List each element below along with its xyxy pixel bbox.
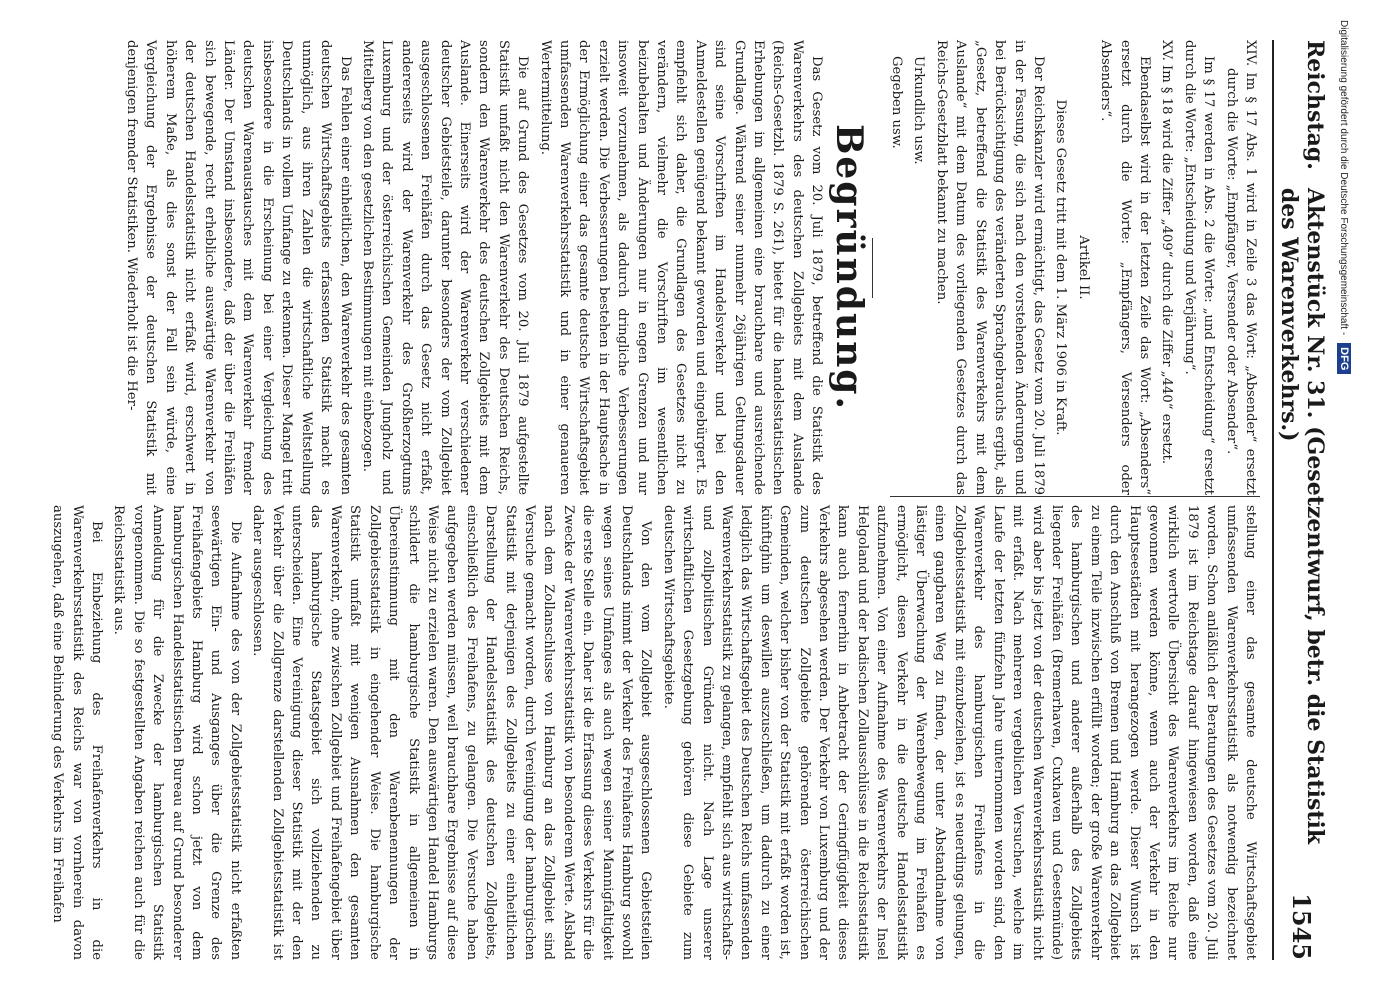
right-column (50, 505, 1260, 960)
paragraph: Die Aufnahme des von der Zollgebietsstatistik nicht erfaßten seewärtigen Ein- und Ausganges über die Grenze des Freihafengebiets Hamburg wird schon jetzt von dem hamburgischen Handelsstatistischen Bureau auf Grund besonderer Anmeldung für die Zwecke der hamburgischen Statistik vorgenommen. Die so festgestellten Angaben reichen auch für die Reichsstatistik aus. (111, 505, 243, 960)
digitization-credit (1333, 20, 1355, 980)
document-page (50, 20, 1330, 980)
artikel-heading: Artikel II. (1075, 235, 1091, 300)
paragraph: XV. Im § 18 wird die Ziffer „409“ durch die Ziffer „440“ ersetzt. (1159, 40, 1175, 465)
page-number: 1545 (1287, 893, 1317, 960)
column-rule (890, 496, 1260, 497)
paragraph: Die auf Grund des Gesetzes vom 20. Juli 1879 aufgestellte Statistik umfaßt nicht den Warenverkehr des Deutschen Reichs, sondern den Warenverkehr des deutschen Zollgebiets mit dem Auslande. Einerseits wird der Warenverkehr verschiedener deutscher Gebietsteile, darunter besonders der vom Zollgebiet ausgeschlossenen Freihäfen durch das Gesetz nicht erfaßt, andererseits wird der Warenverkehr des Großherzogtums Luxemburg und der österreichischen Gemeinden Jungholz und Mittelberg von den gesetzlichen Bestimmungen mit einbezogen. (359, 40, 531, 495)
paragraph: stellung einer das gesamte deutsche Wirtschaftsgebiet umfassenden Warenverkehrsstatistik als notwendig bezeichnet worden. Schon anläßlich der Beratungen des Gesetzes vom 20. Juli 1879 ist im Reichstage darauf hingewiesen worden, daß eine wirklich wertvolle Übersicht des Warenverkehrs im Reiche nur gewonnen werden könne, wenn auch der Verkehr in den Hauptseestädten mit herangezogen werde. Dieser Wunsch ist durch den Anschluß von Bremen und Hamburg an das Zollgebiet zu einem Teile inzwischen erfüllt worden; der große Warenverkehr des hamburgischen und anderer außerhalb des Zollgebiets liegender Freihäfen (Bremerhaven, Cuxhaven und Geestemünde) wird aber bis jetzt von der deutschen Warenverkehrsstatistik nicht mit erfaßt. Nach mehreren vergeblichen Versuchen, welche im Laufe der letzten fünfzehn Jahre unternommen worden sind, den Warenverkehr des hamburgischen Freihafens in die Zollgebietsstatistik mit einzubeziehen, ist es neuerdings gelungen, einen gangbaren Weg zu finden, der unter Abstandnahme von lästiger Überwachung der Warenbewegung im Freihafen es ermöglicht, diesen Verkehr in die deutsche Handelsstatistik aufzunehmen. Von einer Aufnahme des Warenverkehrs der Insel Helgoland und der badischen Zollausschlüsse in die Reichsstatistik kann auch fernerhin in Anbetracht der Geringfügigkeit dieses Verkehrs abgesehen werden. Der Verkehr von Luxemburg und der zum deutschen Zollgebiete gehörenden österreichischen Gemeinden, welcher bisher von der Statistik mit erfaßt worden ist, künftighin um deswillen auszuschließen, um dadurch zu einer lediglich das Wirtschaftsgebiet des Deutschen Reichs umfassenden Warenverkehrsstatistik zu gelangen, empfiehlt sich aus wirtschafts- und zollpolitischen Gründen nicht. Nach Lage unserer wirtschaftlichen Gesetzgebung gehören diese Gebiete zum deutschen Wirtschaftsgebiete. (660, 505, 1258, 960)
header-title: Aktenstück Nr. 31. (Gesetzentwurf, betr. die Statistik des Warenverkehrs.) (1276, 187, 1328, 845)
header-left: Reichstag. (1302, 40, 1328, 170)
paragraph: Im § 17 werden in Abs. 2 die Worte: „und Entscheidung“ ersetzt durch die Worte: „Entscheidung und Verjährung“. (1181, 40, 1217, 495)
paragraph: Dieses Gesetz tritt mit dem 1. März 1906 in Kraft. (1053, 99, 1069, 436)
divider (872, 238, 873, 298)
paragraph: Ebendaselbst wird in der letzten Zeile das Wort: „Absenders“ ersetzt durch die Worte: „Empfängers, Versenders oder Absenders“. (1098, 40, 1152, 495)
paragraph: Der Reichskanzler wird ermächtigt, das Gesetz vom 20. Juli 1879 in der Fassung, die sich nach den vorstehenden Änderungen und bei Berücksichtigung des veränderten Sprachgebrauchs ergibt, als „Gesetz, betreffend die Statistik des Warenverkehrs mit dem Auslande“ mit dem Datum des vorliegenden Gesetzes durch das Reichs-Gesetzblatt bekannt zu machen. (933, 40, 1046, 495)
page-header (1272, 40, 1330, 960)
credit-text: Digitalisierung gefördert durch die Deutsche Forschungsgemeinschaft - (1338, 20, 1350, 336)
paragraph: Bei Einbeziehung des Freihafenverkehrs in die Warenverkehrsstatistik des Reichs war von vornherein davon auszugehen, daß eine Behinderung des Verkehrs im Freihafen (50, 505, 105, 960)
paragraph: Gegeben usw. (889, 56, 905, 149)
section-heading: Begründung. (827, 123, 870, 412)
paragraph: XIV. Im § 17 Abs. 1 wird in Zeile 3 das Wort: „Absender“ ersetzt durch die Worte: „Empfänger, Versender oder Absender“. (1223, 40, 1258, 495)
paragraph: Von den vom Zollgebiet ausgeschlossenen Gebietsteilen Deutschlands nimmt der Verkehr des Freihafens Hamburg sowohl wegen seines Umfanges als auch wegen seiner Mannigfaltigkeit die erste Stelle ein. Daher ist die Erfassung dieses Verkehrs für die Zwecke der Warenverkehrsstatistik von besonderem Werte. Alsbald nach dem Zollanschlusse von Hamburg an das Zollgebiet sind Versuche gemacht worden, durch Vereinigung der hamburgischen Statistik mit derjenigen des Zollgebiets zu einer einheitlichen Darstellung der Handelsstatistik des deutschen Zollgebiets, einschließlich des Freihafens, zu gelangen. Die Versuche haben aufgegeben werden müssen, weil brauchbare Ergebnisse auf diese Weise nicht zu erzielen waren. Den auswärtigen Handel Hamburgs schildert die hamburgische Statistik in allgemeinen in Übereinstimmung mit den Warenbenennungen der Zollgebietsstatistik in eingehender Weise. Die hamburgische Statistik umfaßt mit wenigen Ausnahmen den gesamten Warenverkehr, ohne zwischen Zollgebiet und Freihafengebiet über das hamburgische Staatsgebiet sich vollziehenden zu unterscheiden. Eine Vereinigung dieser Statistik mit der den Verkehr über die Zollgrenze darstellenden Zollgebietsstatistik ist daher ausgeschlossen. (250, 505, 654, 960)
dfg-logo: DFG (1337, 343, 1351, 374)
paragraph: Urkundlich usw. (911, 56, 927, 165)
paragraph: Das Gesetz vom 20. Juli 1879, betreffend die Statistik des Warenverkehrs des deutschen Zollgebiets mit dem Auslande (Reichs-Gesetzbl. 1879 S. 261), bietet für die handelsstatistischen Erhebungen im allgemeinen eine brauchbare und ausreichende Grundlage. Während seiner nunmehr 26jährigen Geltungsdauer sind seine Vorschriften im Handelsverkehr und bei den Anmeldestellen genügend bekannt geworden und eingebürgert. Es empfiehlt sich daher, die Grundlagen des Gesetzes nicht zu verändern, vielmehr die Vorschriften im wesentlichen beizubehalten und Änderungen nur in engen Grenzen und nur insoweit vorzunehmen, als dadurch dringliche Verbesserungen erzielt werden. Die Verbesserungen bestehen in der Hauptsache in der Ermöglichung einer das gesamte deutsche Wirtschaftsgebiet umfassenden Warenverkehrsstatistik und in einer genaueren Wertermittelung. (537, 40, 825, 495)
left-column (70, 40, 1260, 495)
paragraph: Das Fehlen einer einheitlichen, den Warenverkehr des gesamten deutschen Wirtschaftsgebiets erfassenden Statistik macht es unmöglich, aus ihren Zahlen die wirtschaftliche Weltstellung Deutschlands in vollem Umfange zu erkennen. Dieser Mangel tritt insbesondere in die Erscheinung bei einer Vergleichung des deutschen Warenaustausches mit dem Warenverkehr fremder Länder. Der Umstand insbesondere, daß der über die Freihäfen sich bewegende, recht erhebliche auswärtige Warenverkehr von der deutschen Handelsstatistik nicht erfaßt wird, erschwert in höherem Maße, als dies sonst der Fall sein würde, eine Vergleichung der Ergebnisse der deutschen Statistik mit denjenigen fremder Statistiken. Wiederholt ist die Her- (124, 40, 353, 495)
